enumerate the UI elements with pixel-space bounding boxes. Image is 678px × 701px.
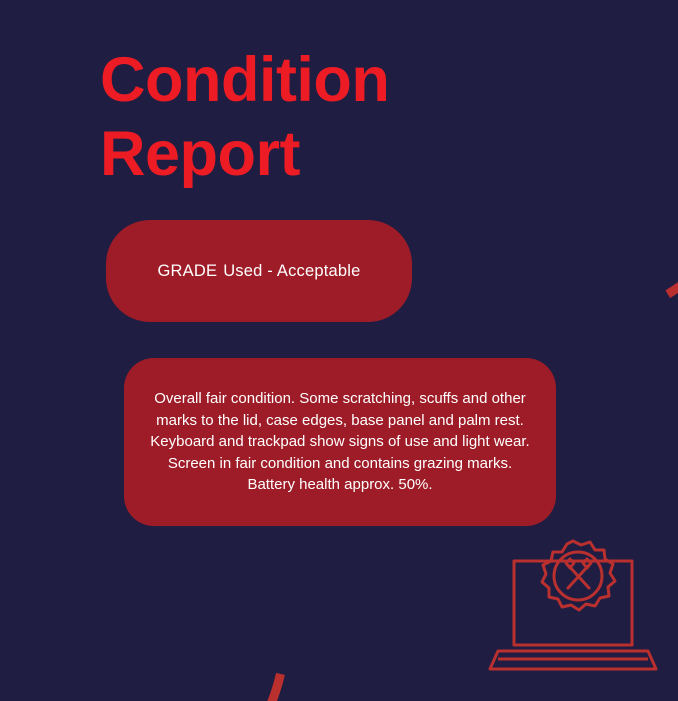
condition-description-card [124,358,556,526]
page-title [100,44,520,191]
grade-label: GRADE [157,261,218,280]
page-title-line-2: Report [100,118,300,189]
grade-text [158,262,361,281]
laptop-repair-icon [484,527,664,687]
page-title-line-1: Condition [100,45,390,115]
grade-value: Used - Acceptable [223,261,361,280]
grade-badge [106,220,412,322]
condition-description-text: Overall fair condition. Some scratching, scuffs and other marks to the lid, case edges, base panel and palm rest. Keyboard and trackpad show signs of use and light wear. Screen in fair condition and contains grazing marks. Battery health approx. 50%. [150,390,530,494]
